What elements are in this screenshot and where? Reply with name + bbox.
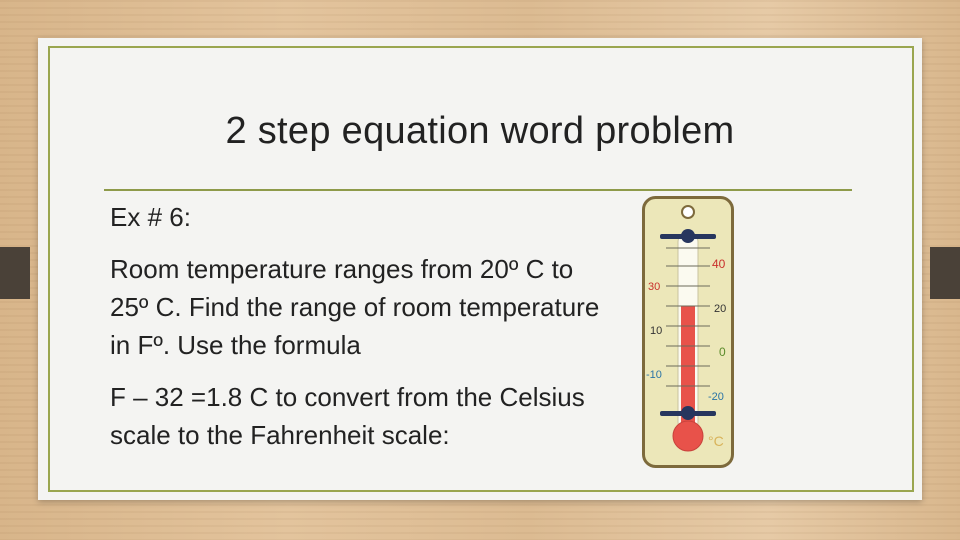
title-underline xyxy=(104,189,852,191)
thermo-label-20: 20 xyxy=(714,303,727,315)
thermo-unit: °C xyxy=(708,433,724,449)
problem-paragraph: Room temperature ranges from 20º C to 25º C. Find the range of room temperature in Fº. Use the formula xyxy=(110,254,600,360)
mercury-bulb xyxy=(673,421,703,451)
slide-title: 2 step equation word problem xyxy=(225,110,735,152)
bottom-bar-screw xyxy=(681,406,695,420)
left-edge-tab xyxy=(0,247,30,299)
thermo-label-neg10: -10 xyxy=(646,369,662,381)
example-label: Ex # 6: xyxy=(110,202,191,232)
thermo-label-40: 40 xyxy=(712,257,726,271)
thermo-label-30: 30 xyxy=(648,281,661,293)
right-edge-tab xyxy=(930,247,960,299)
slide-body xyxy=(110,198,610,454)
thermo-label-0: 0 xyxy=(719,345,726,359)
thermometer-image xyxy=(642,196,734,468)
slide xyxy=(38,38,922,500)
formula-paragraph: F – 32 =1.8 C to convert from the Celsius scale to the Fahrenheit scale: xyxy=(110,382,585,450)
top-bar-screw xyxy=(681,229,695,243)
thermo-label-10: 10 xyxy=(650,325,663,337)
hanging-hole xyxy=(682,206,694,218)
thermo-label-neg20: -20 xyxy=(708,391,724,403)
